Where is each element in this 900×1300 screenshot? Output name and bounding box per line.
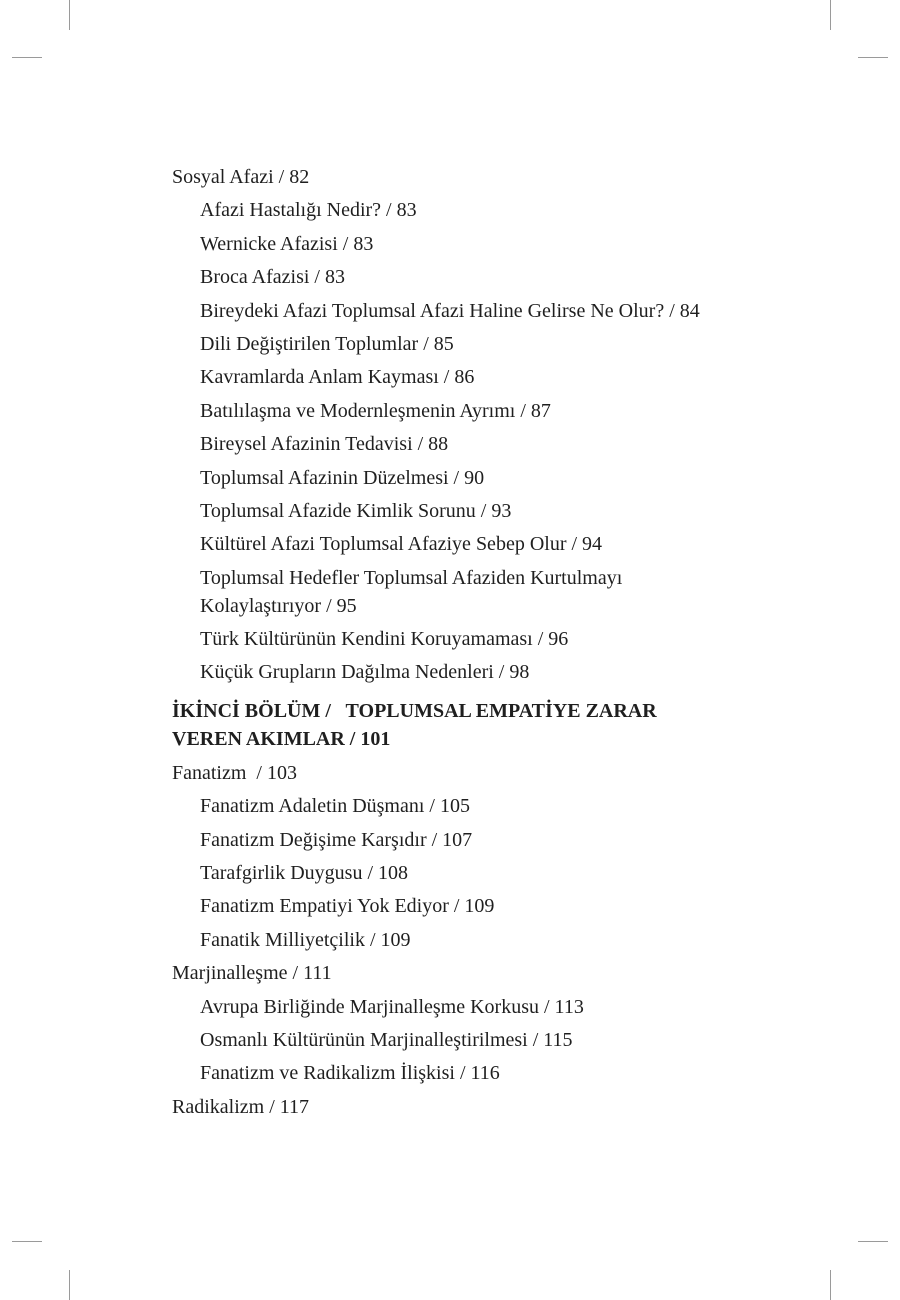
toc-item: Küçük Grupların Dağılma Nedenleri / 98 (200, 661, 530, 684)
toc-item: Bireydeki Afazi Toplumsal Afazi Haline Gelirse Ne Olur? / 84 (200, 299, 700, 322)
crop-mark-bottom-left (69, 1270, 70, 1300)
toc-item: Fanatizm Değişime Karşıdır / 107 (200, 828, 473, 851)
crop-mark-top-left-h (12, 57, 42, 58)
toc-item: Toplumsal Afazinin Düzelmesi / 90 (200, 466, 485, 489)
toc-item: Avrupa Birliğinde Marjinalleşme Korkusu / 113 (200, 995, 584, 1018)
crop-mark-bottom-right (830, 1270, 831, 1300)
toc-item: Fanatizm ve Radikalizm İlişkisi / 116 (200, 1062, 500, 1085)
toc-item: Fanatizm Adaletin Düşmanı / 105 (200, 795, 470, 818)
toc-item: Kültürel Afazi Toplumsal Afaziye Sebep Olur / 94 (200, 533, 603, 556)
toc-item: Dili Değiştirilen Toplumlar / 85 (200, 332, 454, 355)
toc-item: Fanatizm Empatiyi Yok Ediyor / 109 (200, 895, 495, 918)
chapter-heading (172, 697, 752, 753)
toc-item: Kavramlarda Anlam Kayması / 86 (200, 366, 475, 389)
toc-section-marjinallesme: Marjinalleşme / 111 (172, 962, 332, 985)
chapter-heading-line-1: İKİNCİ BÖLÜM / TOPLUMSAL EMPATİYE ZARAR (172, 700, 657, 723)
crop-mark-bottom-right-h (858, 1241, 888, 1242)
toc-section-radikalizm: Radikalizm / 117 (172, 1095, 310, 1118)
crop-mark-bottom-left-h (12, 1241, 42, 1242)
toc-item: Osmanlı Kültürünün Marjinalleştirilmesi / 115 (200, 1028, 573, 1051)
toc-item: Türk Kültürünün Kendini Koruyamaması / 96 (200, 628, 569, 651)
toc-item: Wernicke Afazisi / 83 (200, 232, 374, 255)
crop-mark-top-right (830, 0, 831, 30)
toc-item: Fanatik Milliyetçilik / 109 (200, 928, 411, 951)
toc-item: Afazi Hastalığı Nedir? / 83 (200, 199, 417, 222)
toc-item: Broca Afazisi / 83 (200, 266, 345, 289)
crop-mark-top-right-h (858, 57, 888, 58)
toc-item: Tarafgirlik Duygusu / 108 (200, 862, 409, 885)
toc-item: Batılılaşma ve Modernleşmenin Ayrımı / 87 (200, 399, 551, 422)
chapter-heading-line-2: VEREN AKIMLAR / 101 (172, 728, 391, 751)
toc-item: Toplumsal Hedefler Toplumsal Afaziden Kurtulmayı Kolaylaştırıyor / 95 (200, 566, 623, 617)
toc-item: Bireysel Afazinin Tedavisi / 88 (200, 433, 449, 456)
toc-section-fanatizm: Fanatizm / 103 (172, 761, 297, 784)
crop-mark-top-left (69, 0, 70, 30)
table-of-contents (172, 163, 752, 1126)
toc-item: Toplumsal Afazide Kimlik Sorunu / 93 (200, 499, 512, 522)
toc-section-sosyal-afazi: Sosyal Afazi / 82 (172, 166, 310, 188)
